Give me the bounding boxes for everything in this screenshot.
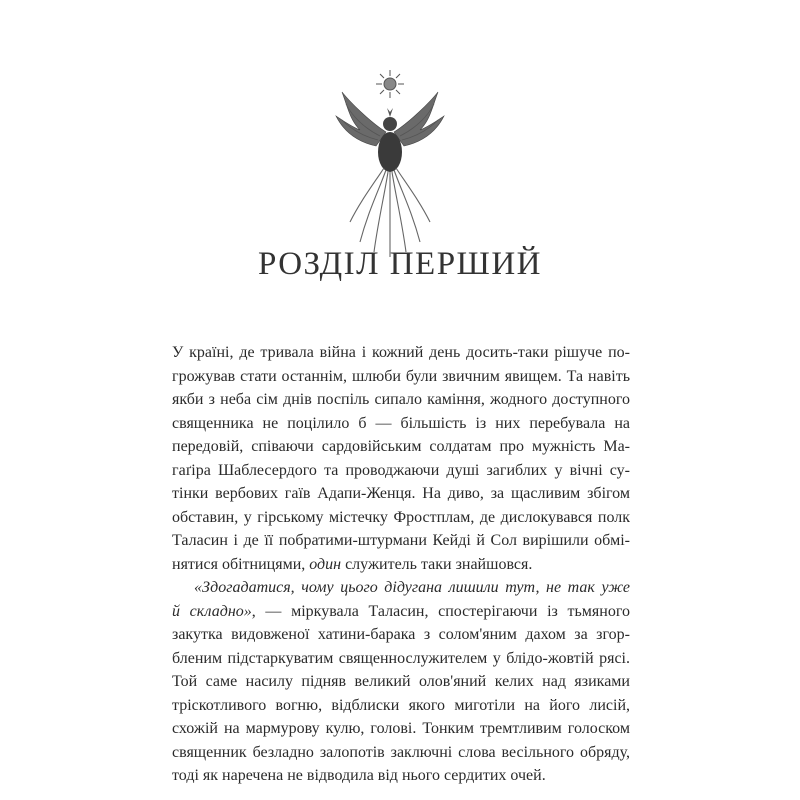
- text-line: тінки вербових гаїв Адапи-Женця. На диво, за щасливим збігом: [172, 485, 630, 502]
- text-line: тріскотливого вогню, відблиски якого миготіли на його лисій,: [172, 696, 630, 714]
- text-line: нятися обітницями, один служитель таки знайшовся.: [172, 555, 533, 573]
- text-line: грожував стати останнім, шлюби були звичним явищем. Та навіть: [172, 367, 630, 385]
- text-line: якби з неба сім днів поспіль сипало каміння, жодного доступного: [172, 391, 630, 408]
- text-line: У країні, де тривала війна і кожний день досить-таки рішуче по-: [172, 344, 630, 361]
- text-line: священника не поцілило б — більшість із них перебувала на: [172, 414, 630, 432]
- text-line: бленим підстаркуватим священнослужителем у блідо-жовтій рясі.: [172, 649, 630, 667]
- text-line: й складно», — міркувала Таласин, спостерігаючи із тьмяного: [172, 602, 630, 620]
- chapter-text: [172, 341, 630, 788]
- text-line: схожій на мармурову кулю, голові. Тонким тремтливим голоском: [172, 720, 630, 737]
- text-line: священник безладно залопотів заключні слова весільного обряду,: [172, 743, 630, 761]
- text-line: «Здогадатися, чому цього дідугана лишили тут, не так уже: [194, 579, 630, 596]
- text-line: тоді як наречена не відводила від нього сердитих очей.: [172, 767, 546, 784]
- text-line: обставин, у гірському містечку Фростплам, де дислокувався полк: [172, 508, 630, 526]
- text-line: Той саме насилу підняв великий олов'яний келих над язиками: [172, 673, 630, 690]
- text-line: передовій, співаючи сардовійським солдатам про мужність Ма-: [172, 438, 630, 455]
- text-line: Таласин і де її побратими-штурмани Кейді й Сол вирішили обмі-: [172, 532, 630, 549]
- text-line: гаґіра Шаблесердого та проводжаючи душі загиблих у вічні су-: [172, 461, 630, 479]
- phoenix-emblem-icon: [320, 62, 460, 262]
- text-line: закутка видовженої хатини-барака з солом'яним дахом за згор-: [172, 626, 630, 643]
- chapter-title: РОЗДІЛ ПЕРШИЙ: [257, 246, 543, 282]
